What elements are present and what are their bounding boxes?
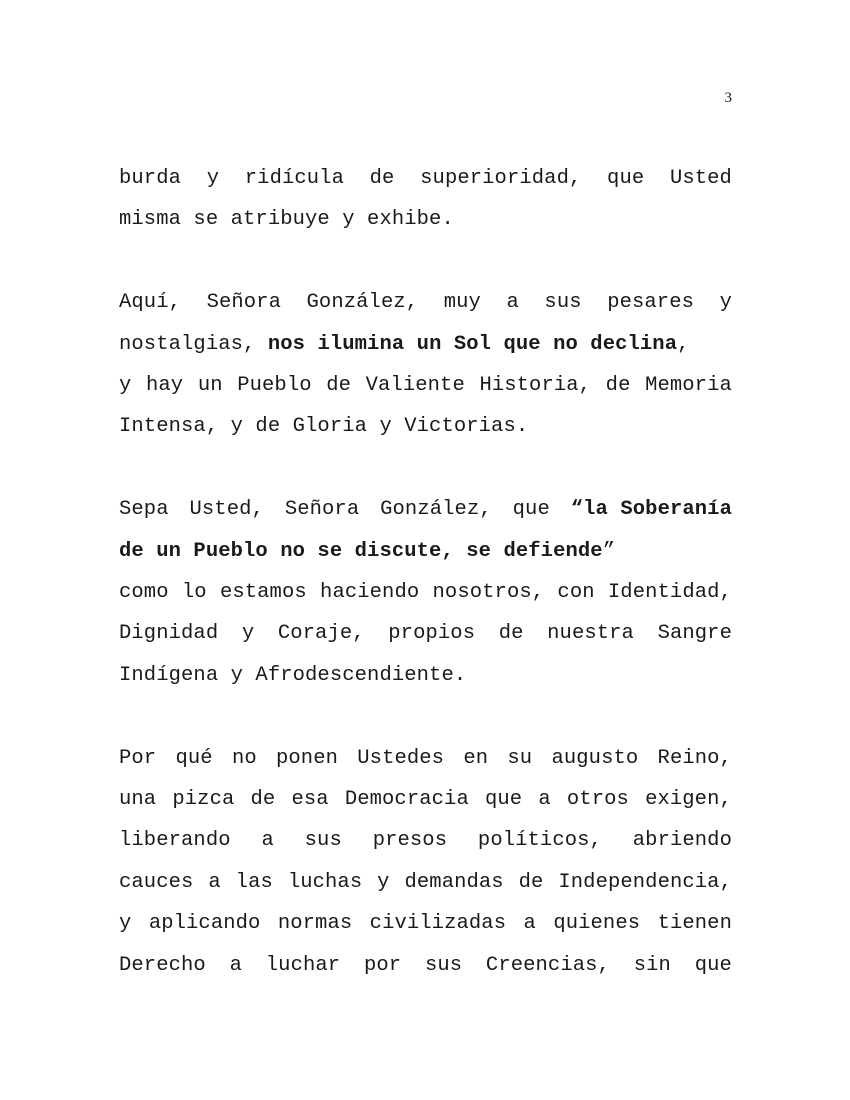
word: sin [633, 953, 671, 977]
word: sus [304, 829, 342, 853]
word: las [235, 870, 273, 894]
word: superioridad, [420, 167, 582, 190]
text-line [119, 613, 732, 654]
text-line [119, 572, 732, 613]
word: de [605, 374, 631, 398]
word: Coraje, [277, 622, 365, 646]
word: nosotros, [432, 581, 545, 605]
word: que [607, 167, 645, 190]
word: de [518, 870, 544, 894]
word: con [557, 581, 595, 605]
text-line [119, 158, 732, 199]
paragraph-3 [119, 489, 732, 696]
word: a [538, 788, 551, 812]
word: propios [388, 622, 476, 646]
text-line [119, 489, 732, 530]
word: estamos [219, 581, 307, 605]
word: luchas [287, 870, 363, 894]
word: a [229, 953, 242, 977]
word: Señora [284, 498, 360, 522]
text-line [119, 779, 732, 820]
word: Historia, [479, 374, 592, 398]
emphasis-text: “la Soberanía [570, 498, 732, 522]
word: Aquí, [119, 291, 182, 315]
word: Usted, [189, 498, 264, 522]
document-body [119, 158, 732, 1027]
word: qué [175, 746, 213, 770]
text-line [119, 324, 732, 365]
word: Valiente [365, 374, 465, 398]
word: en [463, 746, 489, 770]
paragraph-4 [119, 738, 732, 986]
word: liberando [119, 829, 231, 853]
word: que [485, 788, 523, 812]
word: esa [291, 788, 329, 812]
word: ridícula [244, 167, 344, 190]
text-line [119, 531, 732, 572]
word: pizca [172, 788, 235, 812]
word: Sepa [119, 498, 169, 522]
text-line [119, 738, 732, 779]
word: a [208, 870, 221, 894]
word: como [119, 581, 169, 605]
word: González, [306, 291, 419, 315]
word: que [512, 498, 550, 522]
word: y [119, 374, 132, 398]
word: un [197, 374, 223, 398]
word: y [241, 622, 255, 646]
word: su [507, 746, 533, 770]
word: Democracia [344, 788, 469, 812]
text-line [119, 903, 732, 944]
word: cauces [119, 870, 194, 894]
word: González, [380, 498, 492, 522]
punctuation: ” [602, 539, 616, 563]
word: que [694, 953, 732, 977]
word: Derecho [119, 953, 206, 977]
word: Independencia, [558, 870, 732, 894]
word: pesares [607, 291, 695, 315]
word: nuestra [547, 622, 634, 646]
text-line: Intensa, y de Gloria y Victorias. [119, 415, 529, 439]
word: una [119, 788, 157, 812]
word: de [369, 167, 395, 190]
word: Pueblo [237, 374, 312, 398]
text-line [119, 365, 732, 406]
word: y [119, 912, 132, 936]
word: hay [146, 374, 184, 398]
word: Por [119, 746, 157, 770]
paragraph-1 [119, 158, 732, 241]
word: a [261, 829, 274, 853]
page-number: 3 [724, 90, 732, 106]
word: demandas [404, 870, 504, 894]
word: a [523, 912, 536, 936]
word: no [231, 746, 257, 770]
word: Señora [206, 291, 281, 315]
word: quienes [553, 912, 641, 936]
word: políticos, [477, 829, 602, 853]
text-line [119, 862, 732, 903]
word: sus [544, 291, 582, 315]
word: Sangre [657, 622, 732, 646]
word: lo [181, 581, 207, 605]
word: augusto [551, 746, 639, 770]
word: luchar [265, 953, 341, 977]
word: Memoria [645, 374, 732, 398]
word: ponen [276, 746, 339, 770]
text-line [119, 820, 732, 861]
punctuation: , [677, 332, 690, 356]
paragraph-2 [119, 282, 732, 448]
word: y [719, 291, 732, 315]
word: Ustedes [357, 746, 445, 770]
word: Creencias, [485, 953, 610, 977]
word: de [326, 374, 352, 398]
word: de [498, 622, 524, 646]
word: civilizadas [369, 912, 507, 936]
word: y [206, 167, 220, 190]
word: haciendo [320, 581, 420, 605]
word: presos [372, 829, 448, 853]
word: y [377, 870, 390, 894]
word: a [506, 291, 519, 315]
word: otros [566, 788, 629, 812]
word: de [250, 788, 276, 812]
word: exigen, [645, 788, 732, 812]
word: aplicando [148, 912, 261, 936]
word: Reino, [657, 746, 732, 770]
word: abriendo [632, 829, 732, 853]
word: tienen [657, 912, 732, 936]
word: Dignidad [119, 622, 219, 646]
word: por [363, 953, 402, 977]
text-line [119, 945, 732, 986]
word: Usted [669, 167, 732, 190]
emphasis-text: de un Pueblo no se discute, se defiende [119, 539, 603, 563]
word: normas [277, 912, 353, 936]
emphasis-text: nos ilumina un Sol que no declina [267, 332, 678, 356]
word: burda [119, 167, 182, 190]
text-line: misma se atribuye y exhibe. [119, 208, 454, 232]
word: sus [424, 953, 463, 977]
text-line: Indígena y Afrodescendiente. [119, 663, 467, 687]
word: Identidad, [607, 581, 732, 605]
word: nostalgias, [119, 332, 256, 356]
text-line [119, 282, 732, 323]
word: muy [443, 291, 481, 315]
